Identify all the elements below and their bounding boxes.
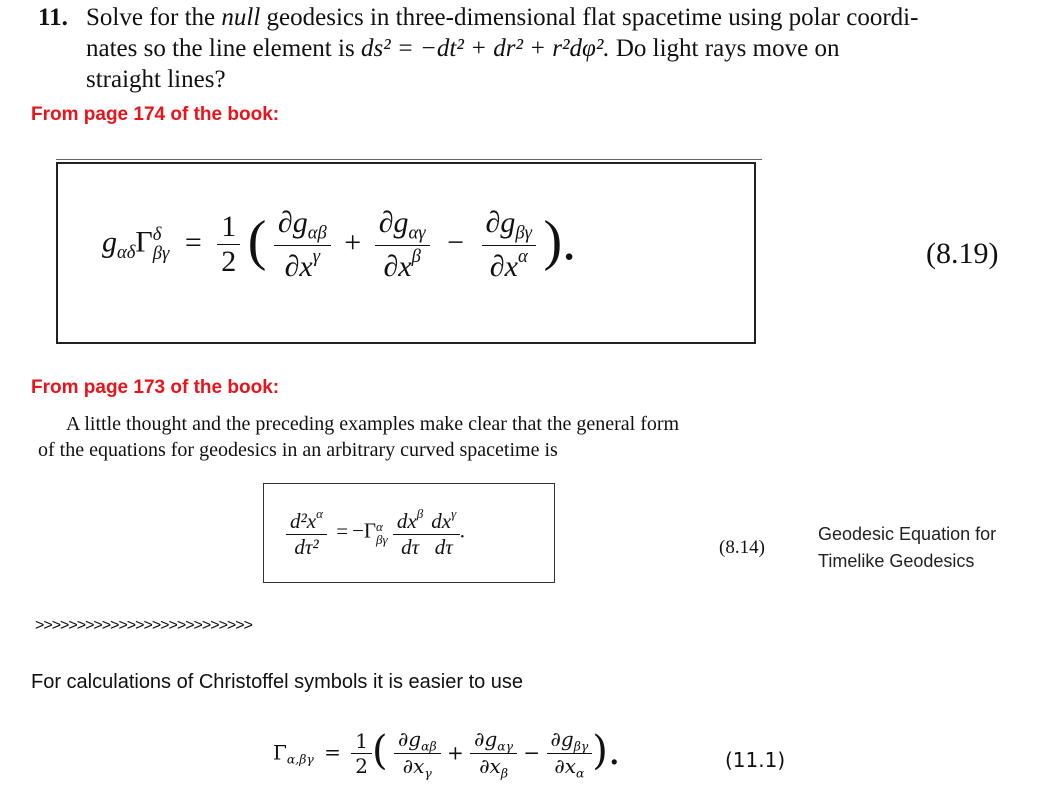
- eq-indices: [153, 226, 170, 263]
- equation-8-14-box: [263, 483, 555, 583]
- problem-text: nates so the line element is: [86, 35, 355, 62]
- eq-denominator: dτ: [393, 534, 427, 560]
- eq-operator: +: [344, 225, 362, 259]
- term-1: [394, 727, 441, 781]
- eq-subscript: βγ: [515, 222, 532, 244]
- eq-numerator: 1: [355, 729, 368, 754]
- eq-denominator: [482, 245, 536, 284]
- eq-symbol: d²x: [290, 508, 317, 533]
- term-3: [547, 727, 593, 781]
- eq-superscript: γ: [451, 506, 457, 521]
- eq-numerator: [547, 727, 593, 753]
- side-note-line-1: Geodesic Equation for: [818, 524, 997, 544]
- source-heading-173: From page 173 of the book:: [31, 377, 280, 398]
- left-paren: (: [371, 727, 388, 774]
- eq-symbol: ∂g: [277, 206, 308, 239]
- eq-symbol: ∂g: [378, 206, 409, 239]
- eq-denominator: dτ²: [286, 534, 327, 560]
- eq-subscript: αγ: [408, 222, 426, 244]
- eq-symbol: g: [102, 225, 117, 259]
- calc-text: For calculations of Christoffel symbols it is easier to use: [31, 671, 524, 693]
- line-element-math: ds² = −dt² + dr² + r²dφ².: [360, 35, 610, 62]
- eq-symbol: ∂x: [489, 249, 518, 283]
- eq-denominator: [375, 245, 430, 284]
- eq-numerator: [427, 506, 460, 534]
- eq-denominator: dτ: [427, 534, 460, 560]
- eq-superscript: β: [411, 245, 421, 267]
- velocity-fraction-1: [393, 506, 427, 560]
- source-heading-174: From page 174 of the book:: [31, 104, 280, 125]
- eq-symbol: dx: [396, 508, 417, 533]
- eq-numerator: [393, 506, 427, 534]
- eq-numerator: [470, 727, 517, 753]
- left-paren: (: [247, 209, 267, 272]
- equation-8-19: [102, 206, 576, 283]
- term-3: [482, 206, 536, 283]
- eq-subscript: βγ: [152, 242, 170, 264]
- equation-8-19-box: [56, 162, 756, 344]
- equation-number-8-19: (8.19): [926, 237, 999, 270]
- velocity-fraction-2: [427, 506, 460, 560]
- eq-subscript: βγ: [573, 738, 589, 754]
- eq-symbol: ∂x: [284, 249, 313, 283]
- eq-numerator: 1: [221, 210, 237, 244]
- eq-symbol: ∂g: [485, 206, 516, 239]
- eq-numerator: [482, 206, 536, 245]
- eq-subscript: βγ: [376, 531, 388, 547]
- problem-emphasis: null: [221, 4, 261, 31]
- eq-subscript: α: [576, 765, 585, 781]
- eq-operator: =: [324, 740, 341, 765]
- eq-operator: +: [447, 740, 464, 765]
- eq-superscript: α: [376, 518, 383, 534]
- eq-symbol: ∂x: [402, 754, 425, 779]
- problem-text: Do light rays move on: [615, 35, 840, 62]
- problem-number: 11.: [38, 4, 68, 31]
- eq-subscript: αβ: [307, 222, 327, 244]
- eq-denominator: 2: [217, 244, 240, 279]
- right-paren: ).: [543, 209, 577, 272]
- half-fraction: [351, 729, 372, 778]
- eq-numerator: [375, 206, 430, 245]
- eq-denominator: 2: [351, 753, 372, 778]
- problem-text: Solve for the: [86, 4, 216, 31]
- eq-subscript: γ: [424, 765, 432, 781]
- right-paren: ).: [592, 727, 621, 774]
- eq-superscript: γ: [312, 245, 321, 267]
- eq-symbol: ∂g: [397, 727, 422, 751]
- eq-superscript: δ: [152, 224, 162, 246]
- equation-number-11-1: (11.1): [725, 748, 786, 772]
- eq-subscript: αβ: [421, 738, 437, 754]
- eq-operator: −: [447, 225, 465, 259]
- eq-symbol: ∂x: [383, 249, 412, 283]
- lhs-fraction: [286, 506, 327, 560]
- divider: [56, 159, 762, 160]
- equation-8-14: [286, 506, 465, 560]
- christoffel-symbol: Γ: [273, 740, 287, 765]
- side-note: [818, 521, 996, 575]
- paragraph-line-2: of the equations for geodesics in an arbitrary curved spacetime is: [38, 439, 558, 461]
- eq-numerator: [394, 727, 441, 753]
- christoffel-symbol: −Γ: [352, 518, 377, 543]
- eq-symbol: ∂x: [554, 754, 577, 779]
- eq-superscript: α: [316, 506, 323, 521]
- side-note-line-2: Timelike Geodesics: [818, 551, 975, 571]
- problem-text: geodesics in three-dimensional flat spacetime using polar coordi-: [266, 4, 919, 31]
- problem-line-1: [86, 2, 918, 33]
- eq-denominator: [547, 753, 593, 780]
- eq-operator: −: [523, 740, 541, 765]
- eq-operator: =: [336, 518, 349, 543]
- eq-subscript: αδ: [117, 242, 136, 264]
- eq-numerator: [286, 506, 327, 534]
- equation-number-8-14: (8.14): [719, 537, 765, 558]
- eq-subscript: α,βγ: [286, 751, 314, 767]
- problem-line-2: [86, 33, 839, 64]
- term-1: [274, 206, 331, 283]
- eq-symbol: dx: [431, 508, 452, 533]
- eq-denominator: [274, 245, 331, 284]
- eq-operator: =: [184, 225, 202, 259]
- eq-superscript: β: [416, 506, 424, 521]
- eq-numerator: [274, 206, 331, 245]
- eq-denominator: [394, 753, 441, 780]
- eq-symbol: ∂g: [474, 727, 498, 751]
- paragraph-line-1: A little thought and the preceding examples make clear that the general form: [66, 413, 680, 435]
- eq-period: .: [460, 518, 466, 543]
- equation-11-1: [273, 727, 621, 781]
- eq-symbol: ∂g: [550, 727, 574, 751]
- problem-line-3: straight lines?: [86, 66, 226, 93]
- term-2: [470, 727, 517, 781]
- christoffel-symbol: Γ: [135, 225, 153, 259]
- eq-indices: [376, 520, 388, 546]
- eq-symbol: ∂x: [479, 754, 501, 779]
- separator-arrows: >>>>>>>>>>>>>>>>>>>>>>>>>>: [35, 617, 252, 634]
- term-2: [375, 206, 430, 283]
- eq-subscript: β: [500, 765, 508, 781]
- eq-superscript: α: [517, 245, 528, 267]
- eq-denominator: [470, 753, 517, 780]
- eq-subscript: αγ: [497, 738, 514, 754]
- half-fraction: [217, 210, 240, 279]
